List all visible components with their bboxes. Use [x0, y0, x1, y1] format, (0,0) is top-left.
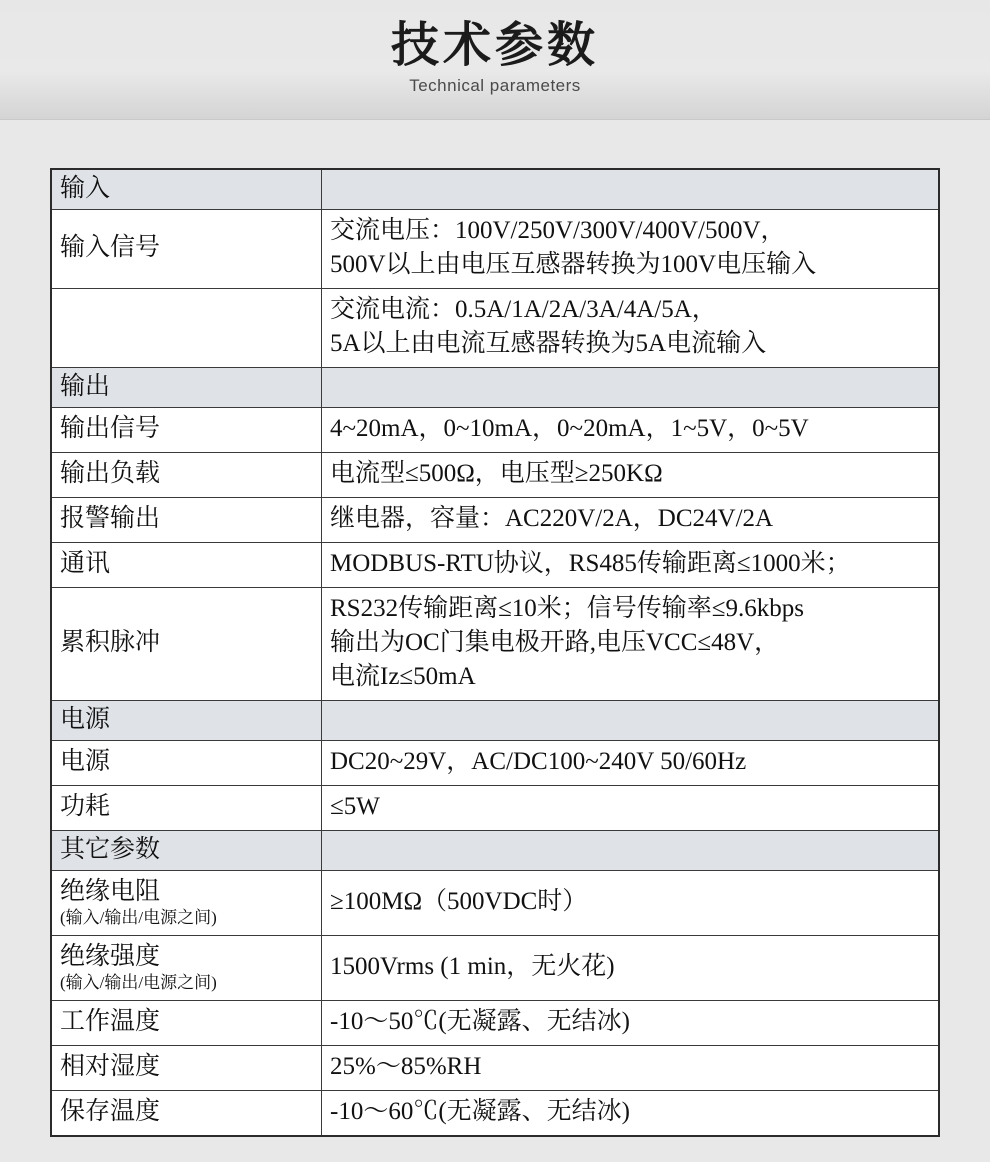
spec-table-row — [51, 786, 939, 831]
spec-table-row — [51, 588, 939, 701]
spec-label-cell — [51, 210, 322, 289]
spec-value-cell — [322, 1046, 940, 1091]
spec-label-cell — [51, 368, 322, 408]
spec-label-cell — [51, 1001, 322, 1046]
spec-label-cell — [51, 701, 322, 741]
spec-value-line: 继电器，容量：AC220V/2A，DC24V/2A — [330, 505, 774, 532]
spec-value-line: -10～60℃(无凝露、无结冰) — [330, 1098, 630, 1125]
spec-label-text: 相对湿度 — [60, 1053, 161, 1080]
spec-value-cell — [322, 210, 940, 289]
spec-label-cell — [51, 588, 322, 701]
spec-section-row — [51, 701, 939, 741]
spec-section-row — [51, 831, 939, 871]
spec-value-line: RS232传输距离≤10米；信号传输率≤9.6kbps — [330, 595, 805, 622]
spec-table-row — [51, 408, 939, 453]
spec-table-row — [51, 289, 939, 368]
spec-table-row — [51, 543, 939, 588]
spec-value-line: 交流电流：0.5A/1A/2A/3A/4A/5A， — [330, 296, 717, 323]
spec-value-line: 交流电压：100V/250V/300V/400V/500V， — [330, 217, 786, 244]
spec-label-cell — [51, 543, 322, 588]
spec-label-text: 绝缘电阻 — [60, 878, 161, 905]
spec-value-line: ≤5W — [330, 793, 380, 820]
spec-value-line: 4~20mA，0~10mA，0~20mA，1~5V，0~5V — [330, 415, 809, 442]
spec-value-line: -10～50℃(无凝露、无结冰) — [330, 1008, 630, 1035]
spec-value-line: ≥100MΩ（500VDC时） — [330, 888, 588, 915]
spec-value-line: 25%～85%RH — [330, 1053, 482, 1080]
spec-table-row — [51, 1046, 939, 1091]
spec-value-cell — [322, 453, 940, 498]
spec-label-text: 其它参数 — [60, 836, 161, 863]
spec-label-text: 输入信号 — [60, 234, 161, 261]
spec-label-text: 输出负载 — [60, 460, 161, 487]
spec-label-text: 工作温度 — [60, 1008, 161, 1035]
page-subtitle: Technical parameters — [409, 76, 581, 95]
spec-section-row — [51, 368, 939, 408]
spec-value-cell — [322, 169, 940, 210]
spec-label-text: 通讯 — [60, 550, 111, 577]
spec-value-cell — [322, 1001, 940, 1046]
spec-value-cell — [322, 498, 940, 543]
spec-value-cell — [322, 871, 940, 936]
spec-label-text: 电源 — [60, 748, 111, 775]
spec-label-cell — [51, 408, 322, 453]
spec-value-cell — [322, 831, 940, 871]
spec-label-text: 绝缘强度 — [60, 943, 161, 970]
spec-value-cell — [322, 741, 940, 786]
spec-value-cell — [322, 1091, 940, 1137]
spec-label-cell — [51, 831, 322, 871]
spec-label-text: 输入 — [60, 175, 111, 202]
spec-value-line: 电流型≤500Ω，电压型≥250KΩ — [330, 460, 663, 487]
spec-value-line: MODBUS-RTU协议，RS485传输距离≤1000米； — [330, 550, 851, 577]
spec-label-cell — [51, 169, 322, 210]
spec-table-row — [51, 741, 939, 786]
spec-value-line: 输出为OC门集电极开路,电压VCC≤48V， — [330, 629, 780, 656]
spec-table-row — [51, 498, 939, 543]
spec-table-row — [51, 210, 939, 289]
page-header — [0, 0, 990, 120]
spec-value-line: 电流Iz≤50mA — [330, 663, 476, 690]
spec-label-text: 输出信号 — [60, 415, 161, 442]
spec-label-cell — [51, 871, 322, 936]
spec-value-cell — [322, 289, 940, 368]
spec-value-line: 1500Vrms (1 min，无火花) — [330, 953, 615, 980]
spec-table-row — [51, 453, 939, 498]
spec-sublabel-text: (输入/输出/电源之间) — [60, 908, 217, 927]
spec-table-row — [51, 936, 939, 1001]
spec-table-row — [51, 1091, 939, 1137]
spec-table-row — [51, 871, 939, 936]
spec-table-row — [51, 1001, 939, 1046]
spec-value-line: 500V以上由电压互感器转换为100V电压输入 — [330, 251, 817, 278]
spec-label-text: 功耗 — [60, 793, 111, 820]
spec-label-cell — [51, 1091, 322, 1137]
page-title: 技术参数 — [390, 19, 599, 72]
spec-value-cell — [322, 543, 940, 588]
spec-value-cell — [322, 368, 940, 408]
spec-value-line: 5A以上由电流互感器转换为5A电流输入 — [330, 330, 767, 357]
spec-value-cell — [322, 936, 940, 1001]
technical-parameters-table — [50, 168, 940, 1137]
spec-label-cell — [51, 786, 322, 831]
spec-label-cell — [51, 936, 322, 1001]
spec-value-cell — [322, 408, 940, 453]
spec-value-cell — [322, 786, 940, 831]
spec-section-row — [51, 169, 939, 210]
spec-sublabel-text: (输入/输出/电源之间) — [60, 973, 217, 992]
spec-label-text: 输出 — [60, 373, 111, 400]
spec-label-cell — [51, 741, 322, 786]
spec-value-cell — [322, 588, 940, 701]
spec-value-line: DC20~29V，AC/DC100~240V 50/60Hz — [330, 748, 747, 775]
spec-label-text: 电源 — [60, 706, 111, 733]
spec-label-text: 累积脉冲 — [60, 629, 161, 656]
spec-label-cell — [51, 453, 322, 498]
spec-label-text: 保存温度 — [60, 1098, 161, 1125]
spec-label-text: 报警输出 — [60, 505, 161, 532]
spec-label-cell — [51, 498, 322, 543]
spec-value-cell — [322, 701, 940, 741]
spec-table-container — [0, 120, 990, 1137]
spec-label-cell — [51, 1046, 322, 1091]
spec-table-body — [51, 169, 939, 1136]
spec-label-cell — [51, 289, 322, 368]
